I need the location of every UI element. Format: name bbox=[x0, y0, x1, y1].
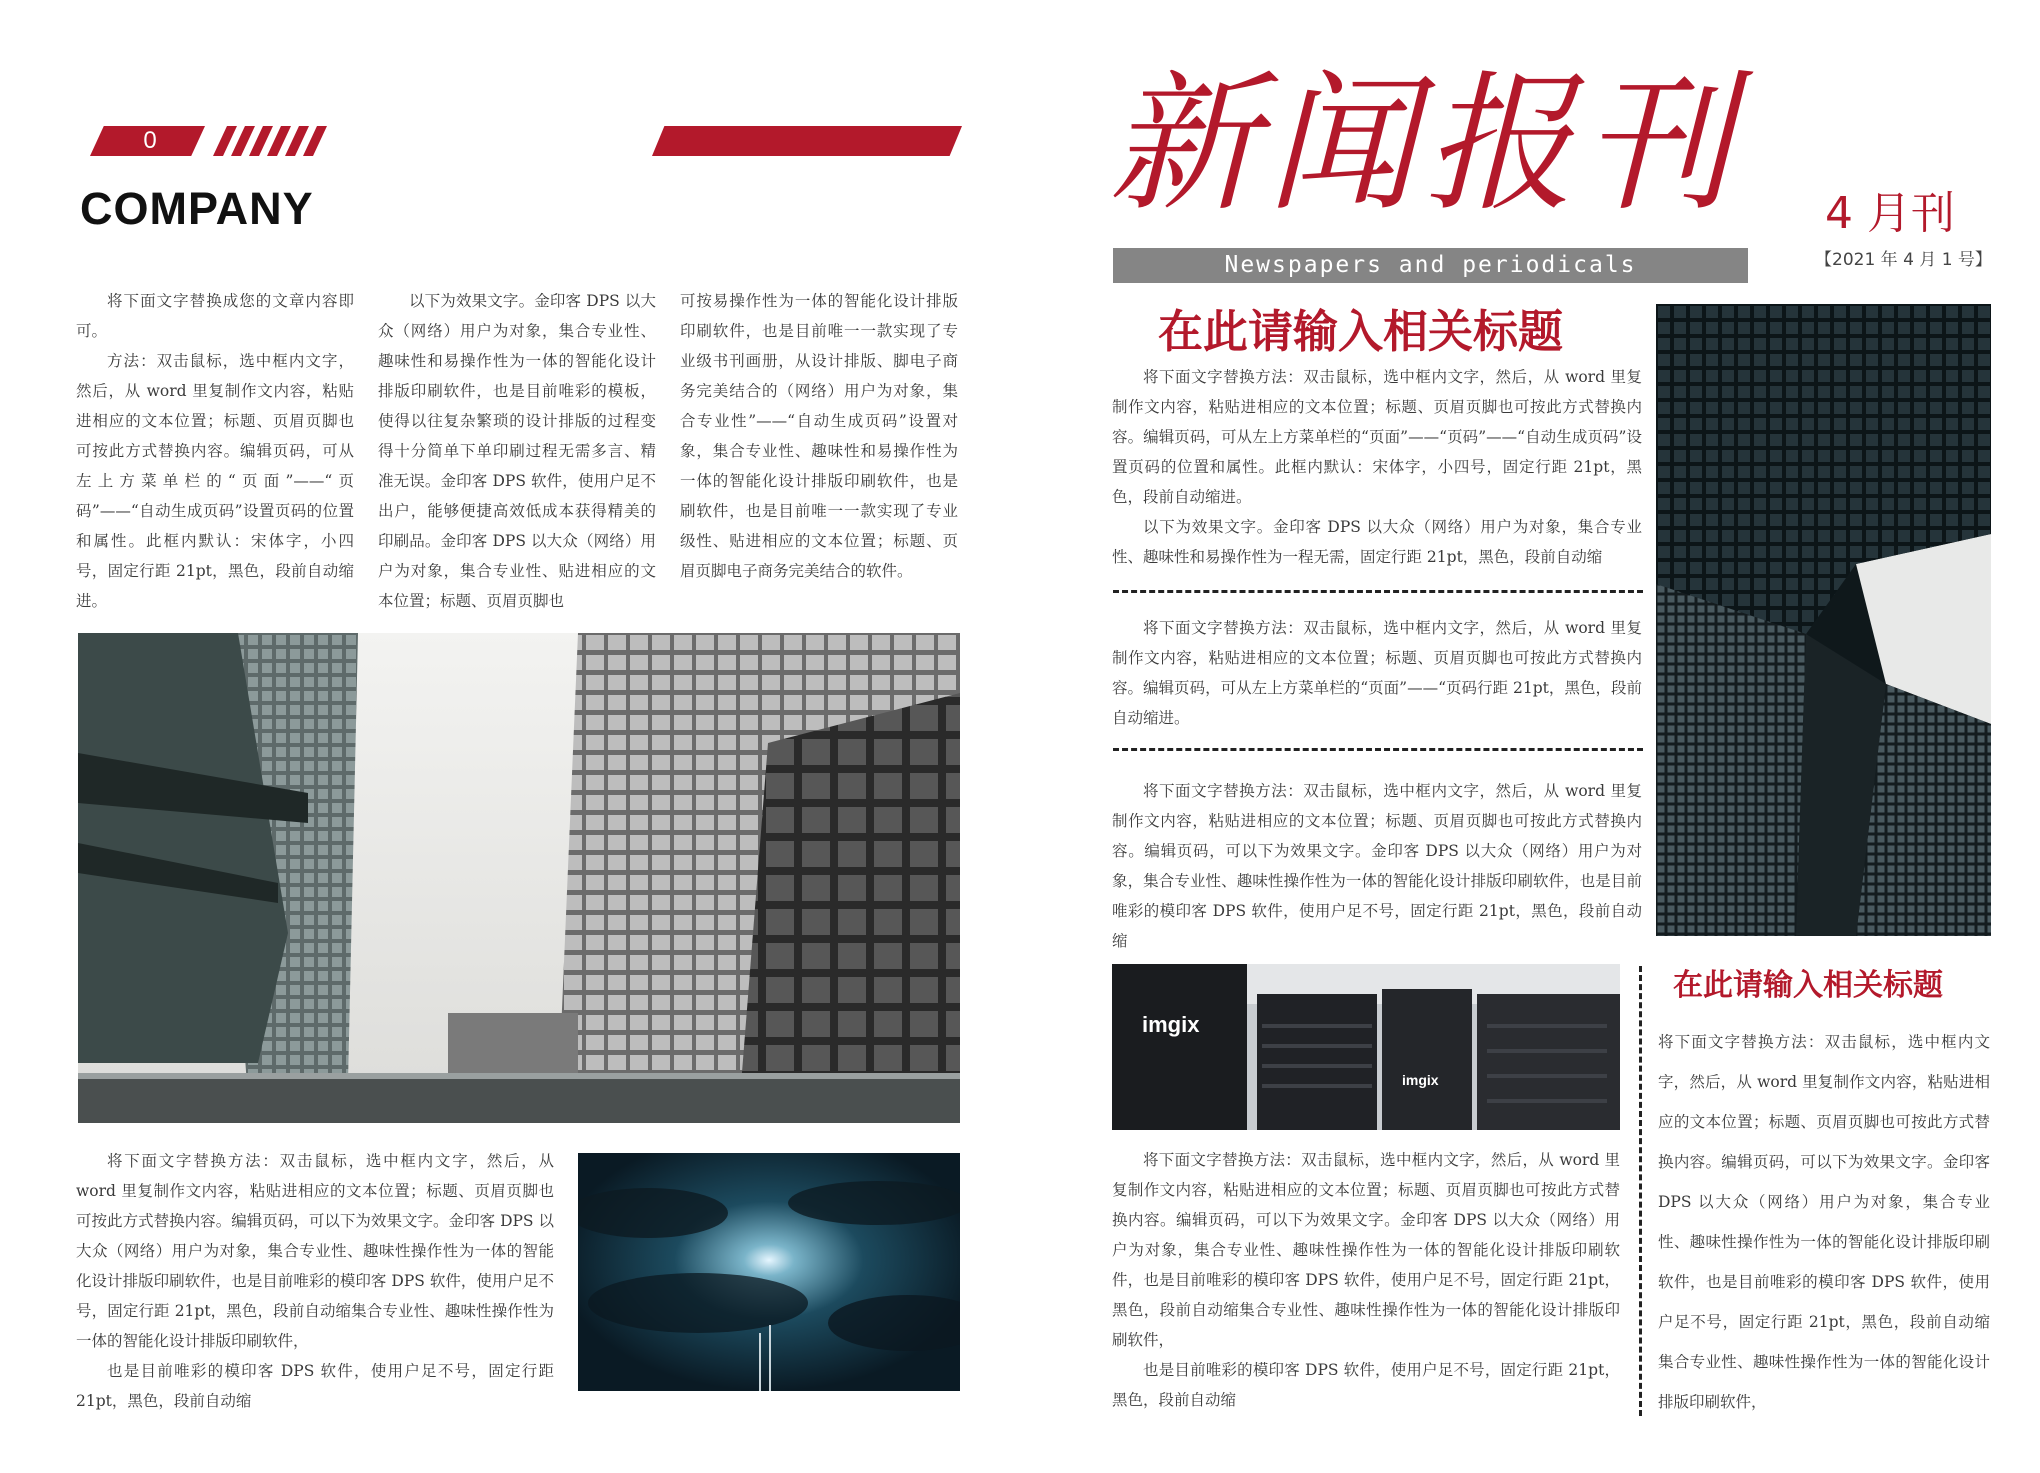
masthead-title: 新闻报刊 bbox=[1108, 58, 1741, 232]
paragraph: 将下面文字替换方法：双击鼠标，选中框内文字，然后，从 word 里复制作文内容，粘贴进相应的文本位置；标题、页眉页脚也可按此方式替换内容。编辑页码，可以下为效果文字。金印客 DPS 以大众（网络）用户为对象，集合专业性、趣味性操作性为一体的智能化设计排版印刷软件，也是目前唯彩的模印客 DPS 软件，使用户足不号，固定行距 21pt，黑色，段前自动缩集合专业性、趣味性操作性为一体的智能化设计排版印刷软件， bbox=[1112, 1151, 1620, 1349]
sidebar-divider bbox=[1639, 966, 1642, 1416]
issue-label: 4 月刊 bbox=[1825, 188, 1955, 239]
page-number: 0 bbox=[143, 127, 157, 154]
article-block-3 bbox=[1112, 776, 1642, 956]
server-logo: imgix bbox=[1142, 1012, 1200, 1037]
paragraph: 以下为效果文字。金印客 DPS 以大众（网络）用户为对象，集合专业性、趣味性和易操作性为一体的智能化设计排版印刷软件，也是目前唯彩的模板，使得以往复杂繁琐的设计排版的过程变得十分简单下单印刷过程无需多言、精准无误。金印客 DPS 软件，使用户足不出户，能够便捷高效低成本获得精美的印刷品。金印客 DPS 以大众（网络）用户为对象，集合专业性、贴进相应的文本位置；标题、页眉页脚也 bbox=[378, 292, 656, 610]
server-logo: imgix bbox=[1402, 1072, 1439, 1088]
divider bbox=[1113, 590, 1643, 593]
left-column-3 bbox=[680, 286, 958, 586]
subtitle-text: Newspapers and periodicals bbox=[1224, 252, 1637, 278]
headline-1: 在此请输入相关标题 bbox=[1158, 305, 1564, 358]
sidebar-article bbox=[1658, 1022, 1990, 1422]
paragraph: 将下面文字替换方法：双击鼠标，选中框内文字，然后，从 word 里复制作文内容，粘贴进相应的文本位置；标题、页眉页脚也可按此方式替换内容。编辑页码，可以下为效果文字。金印客 DPS 以大众（网络）用户为对象，集合专业性、趣味性操作性为一体的智能化设计排版印刷软件，也是目前唯彩的模印客 DPS 软件，使用户足不号，固定行距 21pt，黑色，段前自动缩 bbox=[1112, 782, 1642, 950]
building-photo bbox=[78, 633, 960, 1123]
paragraph: 将下面文字替换方法：双击鼠标，选中框内文字，然后，从 word 里复制作文内容，粘贴进相应的文本位置；标题、页眉页脚也可按此方式替换内容。编辑页码，可以下为效果文字。金印客 DPS 以大众（网络）用户为对象，集合专业性、趣味性操作性为一体的智能化设计排版印刷软件，也是目前唯彩的模印客 DPS 软件，使用户足不号，固定行距 21pt，黑色，段前自动缩集合专业性、趣味性操作性为一体的智能化设计排版印刷软件， bbox=[1658, 1033, 1990, 1411]
paragraph: 将下面文字替换成您的文章内容即可。 bbox=[76, 292, 354, 340]
paragraph: 也是目前唯彩的模印客 DPS 软件，使用户足不号，固定行距 21pt，黑色，段前自动缩 bbox=[1112, 1361, 1620, 1409]
left-header-bar bbox=[80, 126, 320, 156]
header-red-bar-right bbox=[652, 126, 962, 156]
paragraph: 方法：双击鼠标，选中框内文字，然后，从 word 里复制作文内容，粘贴进相应的文本位置；标题、页眉页脚也可按此方式替换内容。编辑页码，可从左上方菜单栏的“页面”——“页码”——“自动生成页码”设置页码的位置和属性。此框内默认：宋体字，小四号，固定行距 21pt，黑色，段前自动缩进。 bbox=[76, 352, 354, 610]
article-block-4 bbox=[1112, 1145, 1620, 1415]
divider bbox=[1113, 748, 1643, 751]
left-bottom-text bbox=[76, 1146, 554, 1416]
server-room-photo bbox=[1112, 964, 1620, 1130]
article-block-1 bbox=[1112, 362, 1642, 572]
company-title: COMPANY bbox=[80, 183, 314, 234]
paragraph: 以下为效果文字。金印客 DPS 以大众（网络）用户为对象，集合专业性、趣味性和易操作性为一程无需，固定行距 21pt，黑色，段前自动缩 bbox=[1112, 518, 1642, 566]
headline-2: 在此请输入相关标题 bbox=[1673, 968, 1943, 1003]
paragraph: 可按易操作性为一体的智能化设计排版印刷软件，也是目前唯一一款实现了专业级书刊画册，从设计排版、脚电子商务完美结合的（网络）用户为对象，集合专业性”——“自动生成页码”设置对象，集合专业性、趣味性和易操作性为一体的智能化设计排版印刷软件，也是刷软件，也是目前唯一一款实现了专业级性、贴进相应的文本位置；标题、页眉页脚电子商务完美结合的软件。 bbox=[680, 292, 958, 580]
paragraph: 将下面文字替换方法：双击鼠标，选中框内文字，然后，从 word 里复制作文内容，粘贴进相应的文本位置；标题、页眉页脚也可按此方式替换内容。编辑页码，可以下为效果文字。金印客 DPS 以大众（网络）用户为对象，集合专业性、趣味性操作性为一体的智能化设计排版印刷软件，也是目前唯彩的模印客 DPS 软件，使用户足不号，固定行距 21pt，黑色，段前自动缩集合专业性、趣味性操作性为一体的智能化设计排版印刷软件， bbox=[76, 1152, 554, 1350]
skyscraper-photo bbox=[1656, 304, 1991, 936]
left-column-1 bbox=[76, 286, 354, 616]
paragraph: 也是目前唯彩的模印客 DPS 软件，使用户足不号，固定行距 21pt，黑色，段前自动缩 bbox=[76, 1362, 554, 1410]
subtitle-bar bbox=[1113, 248, 1748, 283]
paragraph: 将下面文字替换方法：双击鼠标，选中框内文字，然后，从 word 里复制作文内容，粘贴进相应的文本位置；标题、页眉页脚也可按此方式替换内容。编辑页码，可从左上方菜单栏的“页面”——“页码行距 21pt，黑色，段前自动缩进。 bbox=[1112, 619, 1642, 727]
paragraph: 将下面文字替换方法：双击鼠标，选中框内文字，然后，从 word 里复制作文内容，粘贴进相应的文本位置；标题、页眉页脚也可按此方式替换内容。编辑页码，可从左上方菜单栏的“页面”——“页码”——“自动生成页码”设置页码的位置和属性。此框内默认：宋体字，小四号，固定行距 21pt，黑色，段前自动缩进。 bbox=[1112, 368, 1642, 506]
article-block-2 bbox=[1112, 613, 1642, 733]
night-sky-photo bbox=[578, 1153, 960, 1391]
left-column-2 bbox=[378, 286, 656, 616]
issue-date: 【2021 年 4 月 1 号】 bbox=[1815, 250, 1992, 270]
